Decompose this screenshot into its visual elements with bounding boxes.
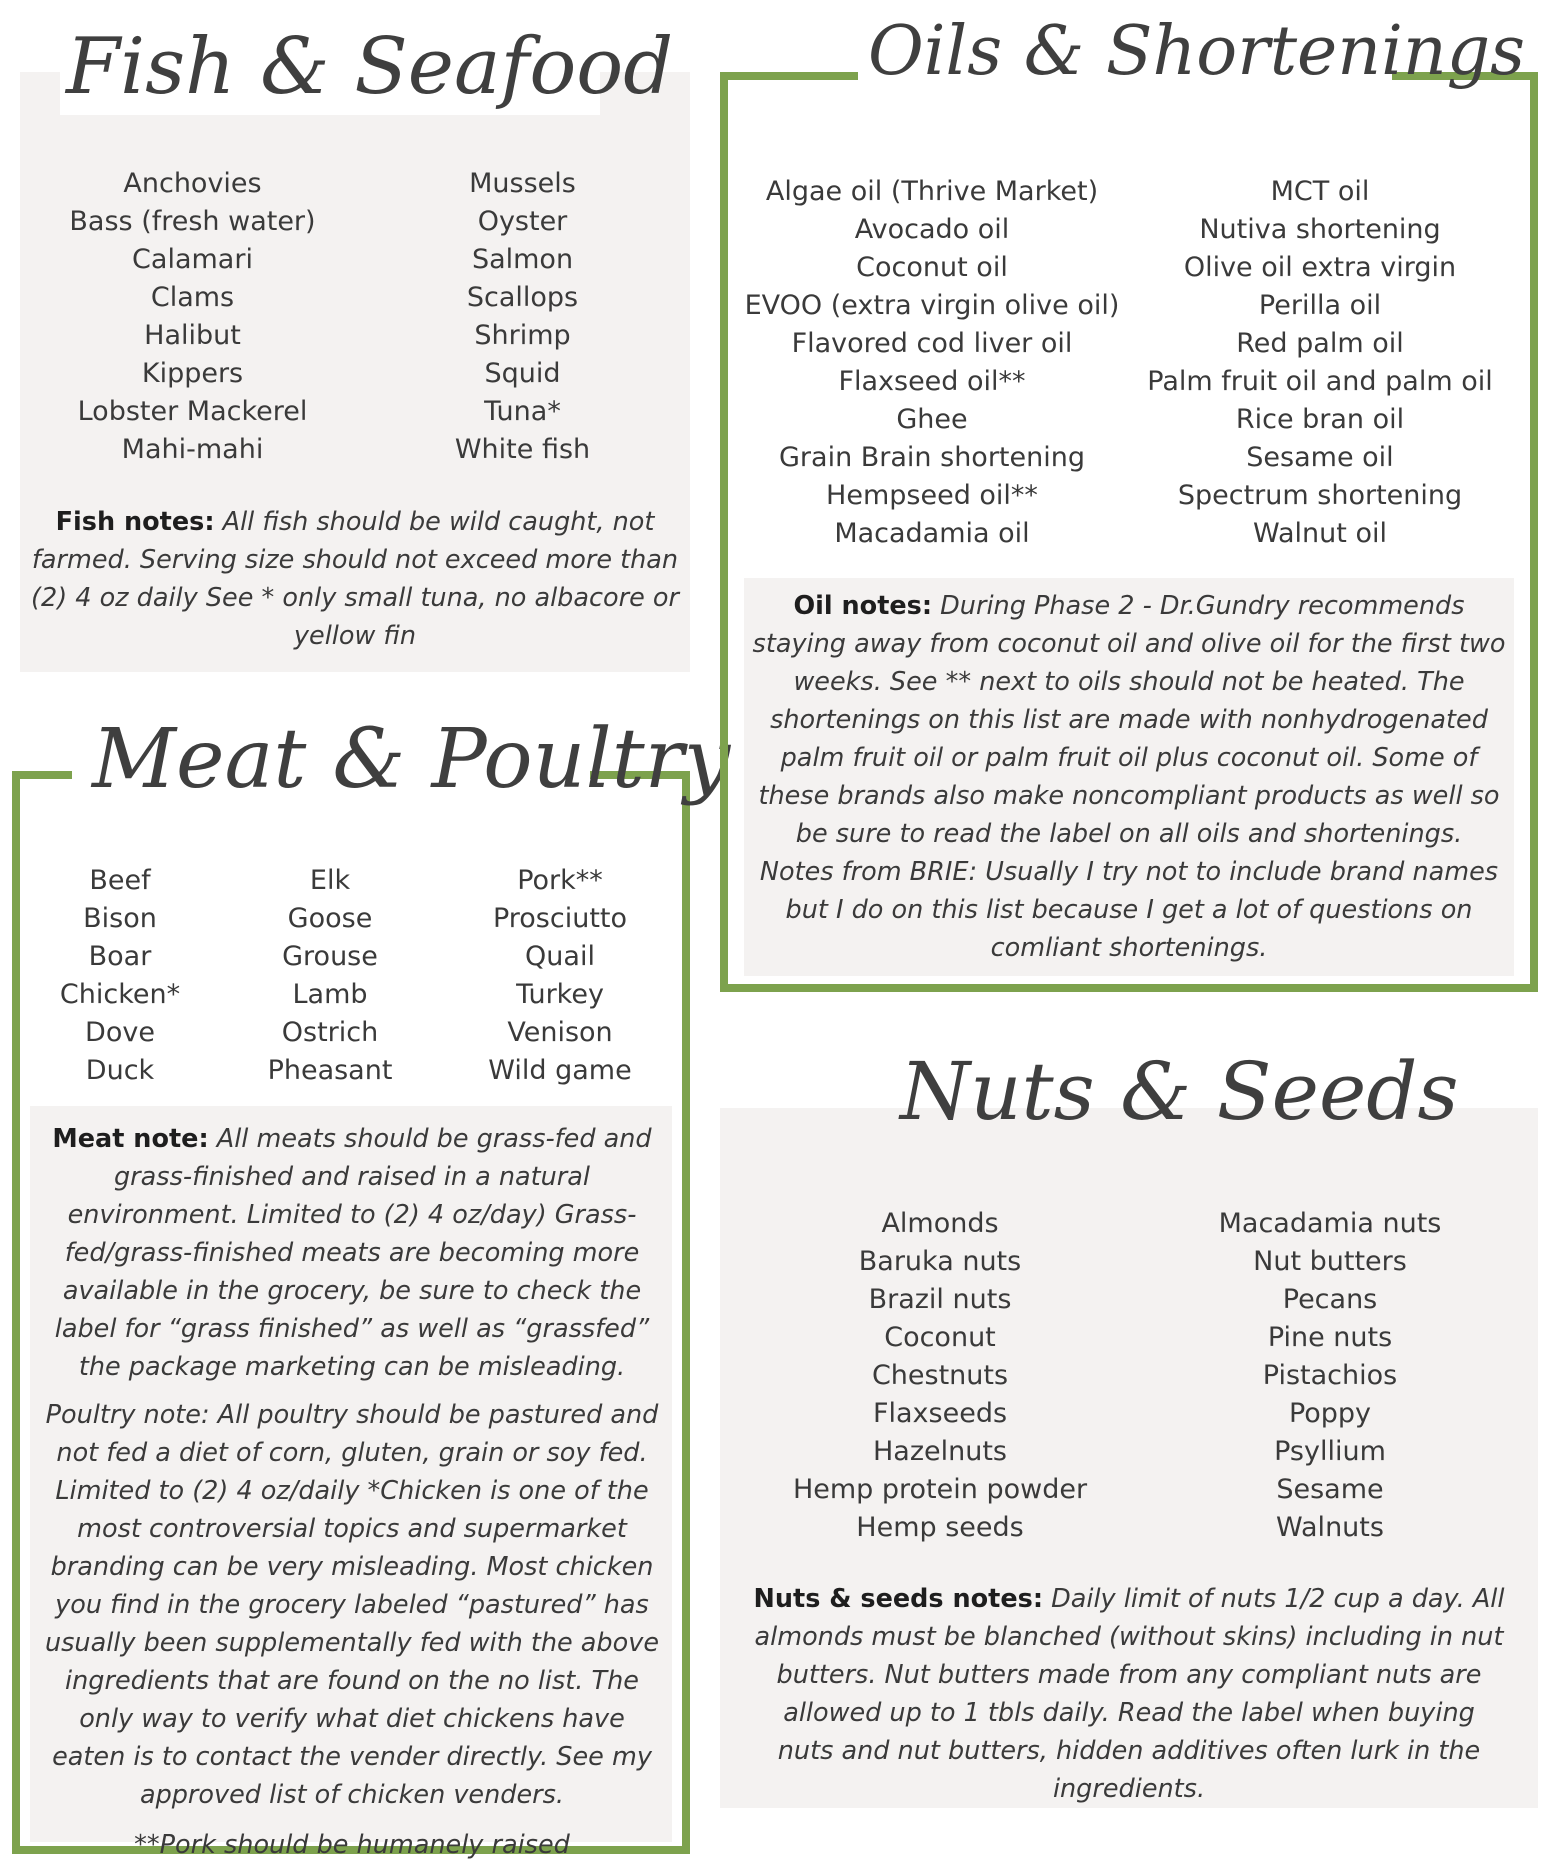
list-item: Palm fruit oil and palm oil	[1147, 366, 1493, 397]
oils-brie-notes: Notes from BRIE: Usually I try not to include brand names but I do on this list because I get a lot of questions on comliant shortenings.	[759, 857, 1499, 963]
oils-notes	[752, 587, 1506, 967]
list-item: Venison	[507, 1017, 613, 1048]
list-item: Salmon	[471, 244, 574, 275]
nuts-list-col1	[780, 1205, 1100, 1547]
list-item: Pork**	[517, 865, 603, 896]
list-item: Shrimp	[474, 320, 571, 351]
list-item: Hazelnuts	[872, 1436, 1007, 1467]
oils-notes-text: During Phase 2 - Dr.Gundry recommends staying away from coconut oil and olive oil for the first two weeks. See ** next to oils should not be heated. The shortenings on this list are made with nonhydrogenated palm fruit oil or palm fruit oil plus coconut oil. Some of these brands also make noncompliant products as well so be sure to read the label on all oils and shortenings.	[752, 591, 1506, 849]
list-item: Olive oil extra virgin	[1183, 252, 1457, 283]
list-item: Mahi-mahi	[121, 434, 264, 465]
fish-section-title: Fish & Seafood	[66, 22, 674, 112]
list-item: Ghee	[896, 404, 968, 435]
list-item: Lobster Mackerel	[77, 396, 308, 427]
list-item: Spectrum shortening	[1177, 480, 1463, 511]
list-item: Wild game	[488, 1055, 632, 1086]
list-item: Perilla oil	[1258, 290, 1382, 321]
fish-notes	[25, 503, 685, 655]
list-item: Coconut oil	[856, 252, 1008, 283]
list-item: Grouse	[282, 941, 378, 972]
list-item: Elk	[309, 865, 351, 896]
list-item: Pheasant	[267, 1055, 393, 1086]
meat-list-col1	[40, 862, 200, 1090]
list-item: Avocado oil	[854, 214, 1010, 245]
list-item: Nut butters	[1253, 1246, 1407, 1277]
list-item: Calamari	[132, 244, 253, 275]
list-item: Oyster	[477, 206, 568, 237]
list-item: Bison	[83, 903, 157, 934]
nuts-notes-text: Daily limit of nuts 1/2 cup a day. All almonds must be blanched (without skins) including in nut butters. Nut butters made from any compliant nuts are allowed up to 1 tbls daily. Read the label when buying nuts and nut butters, hidden additives often lurk in the ingredients.	[754, 1584, 1505, 1804]
list-item: Halibut	[144, 320, 241, 351]
list-item: Chestnuts	[871, 1360, 1009, 1391]
list-item: MCT oil	[1270, 176, 1370, 207]
list-item: Flaxseeds	[872, 1398, 1008, 1429]
list-item: Coconut	[884, 1322, 996, 1353]
oils-notes-label: Oil notes:	[793, 591, 933, 621]
list-item: Hemp seeds	[856, 1512, 1024, 1543]
list-item: Red palm oil	[1236, 328, 1404, 359]
list-item: Algae oil (Thrive Market)	[765, 176, 1099, 207]
list-item: Dove	[85, 1017, 155, 1048]
list-item: Hemp protein powder	[792, 1474, 1088, 1505]
list-item: Clams	[150, 282, 235, 313]
list-item: Macadamia nuts	[1218, 1208, 1442, 1239]
list-item: Chicken*	[59, 979, 181, 1010]
list-item: Rice bran oil	[1235, 404, 1405, 435]
nuts-list-col2	[1180, 1205, 1480, 1547]
pork-notes: **Pork should be humanely raised	[134, 1830, 570, 1860]
list-item: Macadamia oil	[834, 518, 1030, 549]
meat-notes-label: Meat note:	[52, 1124, 209, 1154]
fish-list-col1	[40, 165, 345, 469]
list-item: Squid	[484, 358, 561, 389]
list-item: Flavored cod liver oil	[791, 328, 1073, 359]
list-item: White fish	[454, 434, 591, 465]
list-item: Sesame oil	[1246, 442, 1394, 473]
list-item: Walnuts	[1276, 1512, 1384, 1543]
list-item: Prosciutto	[492, 903, 628, 934]
list-item: Poppy	[1288, 1398, 1372, 1429]
meat-list-col2	[245, 862, 415, 1090]
list-item: Beef	[89, 865, 151, 896]
meat-list-col3	[470, 862, 650, 1090]
meat-notes	[44, 1120, 660, 1864]
nuts-notes-label: Nuts & seeds notes:	[753, 1584, 1044, 1614]
poultry-notes: Poultry note: All poultry should be pastured and not fed a diet of corn, gluten, grain or soy fed. Limited to (2) 4 oz/daily *Chicken is one of the most controversial topics and supermarket branding can be very misleading. Most chicken you find in the grocery labeled “pastured” has usually been supplementally fed with the above ingredients that are found on the no list. The only way to verify what diet chickens have eaten is to contact the vender directly. See my approved list of chicken venders.	[44, 1400, 660, 1810]
list-item: Ostrich	[281, 1017, 379, 1048]
list-item: Anchovies	[123, 168, 262, 199]
list-item: Pine nuts	[1267, 1322, 1393, 1353]
list-item: Flaxseed oil**	[838, 366, 1026, 397]
list-item: Sesame	[1276, 1474, 1384, 1505]
oils-list-col2	[1135, 173, 1505, 553]
list-item: Quail	[525, 941, 595, 972]
list-item: Goose	[287, 903, 373, 934]
list-item: Hempseed oil**	[826, 480, 1038, 511]
fish-notes-text: All fish should be wild caught, not farmed. Serving size should not exceed more than (2) 4 oz daily See * only small tuna, no albacore or yellow fin	[31, 507, 679, 651]
list-item: EVOO (extra virgin olive oil)	[744, 290, 1120, 321]
list-item: Boar	[88, 941, 152, 972]
nuts-notes	[752, 1580, 1506, 1808]
meat-section-title: Meat & Poultry	[92, 712, 731, 807]
list-item: Kippers	[141, 358, 244, 389]
fish-list-col2	[380, 165, 665, 469]
meat-notes-text: All meats should be grass-fed and grass-finished and raised in a natural environment. Limited to (2) 4 oz/day) Grass-fed/grass-finished meats are becoming more available in the grocery, be sure to check the label for “grass finished” as well as “grassfed” the package marketing can be misleading.	[54, 1124, 652, 1382]
list-item: Grain Brain shortening	[779, 442, 1085, 473]
list-item: Pistachios	[1262, 1360, 1398, 1391]
list-item: Scallops	[466, 282, 579, 313]
list-item: Nutiva shortening	[1199, 214, 1441, 245]
list-item: Lamb	[292, 979, 368, 1010]
list-item: Duck	[85, 1055, 155, 1086]
list-item: Tuna*	[484, 396, 561, 427]
list-item: Almonds	[881, 1208, 999, 1239]
fish-notes-label: Fish notes:	[55, 507, 215, 537]
list-item: Psyllium	[1274, 1436, 1386, 1467]
oils-list-col1	[742, 173, 1122, 553]
list-item: Turkey	[516, 979, 604, 1010]
nuts-section-title: Nuts & Seeds	[900, 1045, 1459, 1138]
list-item: Walnut oil	[1253, 518, 1387, 549]
list-item: Mussels	[469, 168, 576, 199]
oils-section-title: Oils & Shortenings	[868, 12, 1526, 91]
list-item: Bass (fresh water)	[69, 206, 316, 237]
list-item: Pecans	[1282, 1284, 1378, 1315]
list-item: Baruka nuts	[858, 1246, 1022, 1277]
list-item: Brazil nuts	[868, 1284, 1012, 1315]
